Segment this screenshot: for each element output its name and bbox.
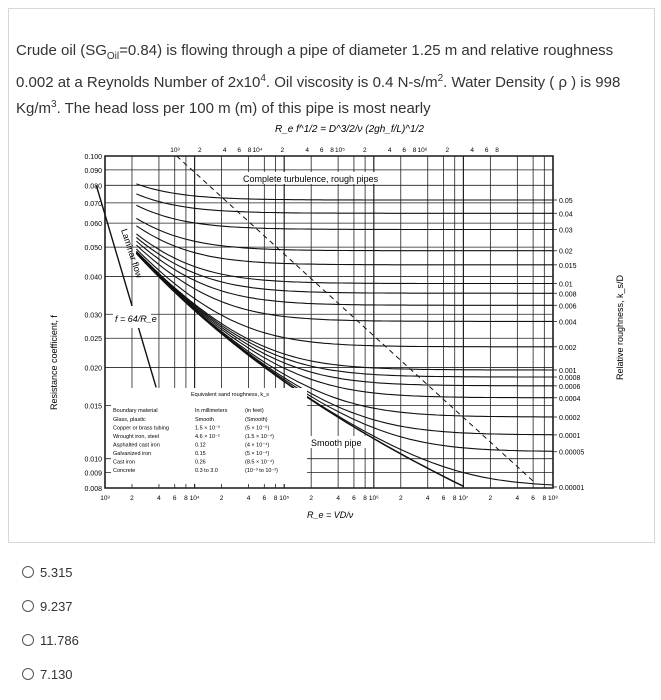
right-tick-label: 0.05 — [559, 198, 573, 206]
top-tick-label: 4 — [222, 147, 227, 154]
x-tick-label: 2 — [219, 495, 224, 502]
top-tick-label: 2 — [445, 147, 450, 154]
x-tick-label: 8 — [184, 495, 188, 502]
table-cell: Galvanized iron — [113, 451, 152, 457]
top-tick-label: 8 — [330, 147, 334, 154]
table-cell: Smooth — [195, 417, 214, 423]
x-tick-label: 4 — [425, 495, 430, 502]
top-equation: R_e f^1/2 = D^3/2/ν (2gh_f/L)^1/2 — [275, 124, 424, 135]
y-tick-label: 0.009 — [84, 470, 102, 478]
right-tick-label: 0.04 — [559, 211, 573, 219]
y-tick-label: 0.090 — [84, 167, 102, 175]
laminar-label: Laminar flow — [119, 227, 145, 280]
table-cell: 0.12 — [195, 442, 206, 449]
top-tick-label: 6 — [402, 147, 407, 154]
x-tick-label: 4 — [336, 495, 340, 502]
y-tick-label: 0.080 — [84, 183, 102, 191]
x-tick-label: 10⁵ — [279, 495, 290, 502]
x-tick-label: 8 — [363, 495, 367, 502]
top-tick-label: 10⁵ — [335, 147, 345, 154]
right-tick-label: 0.03 — [559, 227, 573, 235]
table-cell: Glass, plastic — [113, 417, 146, 423]
right-tick-label: 0.008 — [559, 291, 577, 299]
top-tick-label: 10⁴ — [252, 147, 263, 154]
right-tick-label: 0.00001 — [559, 484, 585, 492]
right-tick-label: 0.0001 — [559, 432, 581, 440]
table-cell: (5 × 10⁻⁴) — [245, 451, 270, 457]
x-tick-label: 6 — [352, 495, 356, 502]
x-tick-label: 4 — [157, 495, 161, 502]
right-tick-label: 0.01 — [559, 281, 573, 289]
x-tick-label: 8 — [273, 495, 278, 502]
option-2[interactable] — [22, 589, 79, 623]
table-header: Equivalent sand roughness, k_s — [191, 392, 269, 398]
right-tick-label: 0.0008 — [559, 375, 581, 383]
right-axis-title: Relative roughness, k_s/D — [615, 274, 625, 380]
y-tick-label: 0.025 — [84, 336, 102, 344]
y-tick-label: 0.015 — [84, 403, 102, 411]
top-tick-label: 4 — [305, 147, 309, 154]
top-tick-label: 2 — [198, 147, 202, 154]
radio-button[interactable] — [22, 634, 34, 646]
table-cell: 0.26 — [195, 459, 206, 466]
table-cell: (5 × 10⁻⁶) — [245, 425, 270, 432]
table-cell: 0.3 to 3.0 — [195, 468, 218, 474]
table-col-header: Boundary material — [113, 408, 158, 414]
table-cell: 0.15 — [195, 451, 206, 457]
complete-turbulence-label: Complete turbulence, rough pipes — [243, 174, 379, 184]
question-text: Crude oil $(SG_{Oil}=0.84)$ is flowing through a pipe of diameter 1.25 m and relative roughness 0.002 at a Reynolds Number of $2x10^4$. Oil viscosity is 0.4 $N-s/m^2$. Water Density ( ρ ) is 998 $Kg/m^3$. The head loss per 100 m (m) of this pipe is most nearly — [16, 42, 621, 117]
x-tick-label: 10⁷ — [458, 495, 469, 502]
x-tick-label: 2 — [398, 495, 403, 502]
y-tick-label: 0.020 — [84, 365, 102, 373]
x-tick-label: 4 — [246, 495, 251, 502]
x-tick-label: 6 — [262, 495, 267, 502]
laminar-equation: f = 64/R_e — [115, 314, 157, 324]
table-col-header: In millimeters — [195, 408, 228, 414]
right-tick-label: 0.00005 — [559, 449, 585, 457]
table-col-header: (in feet) — [245, 408, 264, 414]
x-tick-label: 10⁴ — [189, 495, 200, 502]
table-cell: (1.5 × 10⁻⁴) — [245, 434, 274, 440]
table-cell: Asphalted cast iron — [113, 442, 160, 449]
table-cell: Cast iron — [113, 459, 136, 466]
table-cell: (10⁻³ to 10⁻²) — [245, 468, 279, 474]
x-tick-label: 4 — [515, 495, 520, 502]
y-tick-label: 0.100 — [84, 154, 102, 161]
x-tick-label: 6 — [172, 495, 177, 502]
x-tick-label: 10³ — [100, 495, 110, 502]
table-cell: 1.5 × 10⁻³ — [195, 425, 220, 432]
table-cell: Copper or brass tubing — [113, 425, 169, 432]
x-tick-label: 10⁸ — [548, 495, 558, 502]
y-tick-label: 0.060 — [84, 221, 102, 229]
radio-button[interactable] — [22, 668, 34, 680]
option-label: 11.786 — [40, 632, 79, 648]
y-tick-label: 0.040 — [84, 274, 102, 282]
top-tick-label: 8 — [495, 147, 499, 154]
right-tick-label: 0.002 — [559, 344, 577, 352]
option-3[interactable] — [22, 623, 79, 657]
right-tick-label: 0.006 — [559, 303, 577, 311]
top-tick-label: 8 — [247, 147, 252, 154]
right-tick-label: 0.02 — [559, 248, 573, 256]
option-4[interactable] — [22, 657, 79, 691]
y-tick-label: 0.070 — [84, 200, 102, 208]
radio-button[interactable] — [22, 566, 34, 578]
x-tick-label: 6 — [531, 495, 535, 502]
top-tick-label: 2 — [363, 147, 367, 154]
x-tick-label: 8 — [452, 495, 457, 502]
option-label: 7.130 — [40, 666, 73, 682]
answer-options — [22, 555, 79, 691]
option-label: 5.315 — [40, 564, 73, 580]
table-cell: (4 × 10⁻⁴) — [245, 442, 270, 449]
option-label: 9.237 — [40, 598, 73, 614]
table-cell: 4.6 × 10⁻² — [195, 434, 220, 440]
table-cell: Concrete — [113, 468, 136, 474]
option-1[interactable] — [22, 555, 79, 589]
y-axis-title: Resistance coefficient, f — [49, 315, 59, 410]
table-cell: (Smooth) — [245, 417, 268, 423]
x-tick-label: 2 — [130, 495, 134, 502]
x-tick-label: 8 — [542, 495, 547, 502]
x-tick-label: 2 — [488, 495, 493, 502]
x-axis-title: R_e = VD/ν — [307, 510, 354, 520]
y-tick-label: 0.030 — [84, 312, 102, 320]
moody-diagram — [45, 110, 630, 540]
x-tick-label: 6 — [441, 495, 446, 502]
moody-chart-svg — [45, 110, 630, 540]
radio-button[interactable] — [22, 600, 34, 612]
right-tick-label: 0.001 — [559, 367, 577, 375]
right-tick-label: 0.0002 — [559, 415, 581, 423]
top-tick-label: 8 — [412, 147, 417, 154]
table-cell: Wrought iron, steel — [113, 434, 160, 440]
table-cell: (8.5 × 10⁻⁴) — [245, 459, 274, 466]
right-tick-label: 0.0006 — [559, 383, 581, 391]
y-tick-label: 0.010 — [84, 456, 102, 464]
top-tick-label: 4 — [470, 147, 474, 154]
top-tick-label: 6 — [237, 147, 242, 154]
top-tick-label: 6 — [319, 147, 324, 154]
right-tick-label: 0.015 — [559, 262, 577, 270]
x-tick-label: 10⁶ — [368, 495, 379, 502]
top-tick-label: 10⁶ — [417, 147, 428, 154]
top-tick-label: 6 — [484, 147, 489, 154]
top-tick-label: 4 — [387, 147, 392, 154]
y-tick-label: 0.008 — [84, 486, 102, 493]
x-tick-label: 2 — [309, 495, 313, 502]
y-tick-label: 0.050 — [84, 245, 102, 253]
smooth-pipe-label: Smooth pipe — [311, 438, 362, 448]
top-tick-label: 2 — [280, 147, 285, 154]
right-tick-label: 0.0004 — [559, 395, 581, 403]
top-tick-label: 10³ — [170, 147, 180, 154]
right-tick-label: 0.004 — [559, 319, 577, 327]
